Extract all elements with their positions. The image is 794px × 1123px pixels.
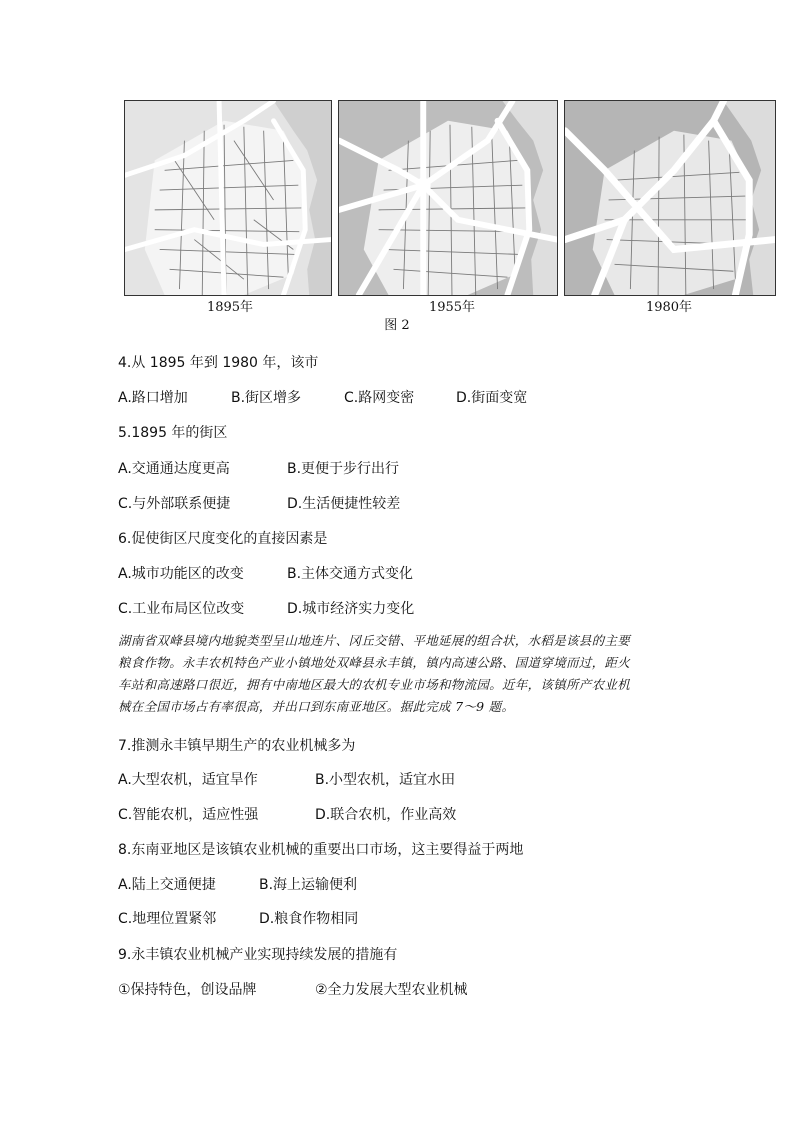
question-4-option-a: A.路口增加 <box>118 390 188 406</box>
question-8-option-d: D.粮食作物相同 <box>259 911 359 927</box>
question-8-option-c: C.地理位置紧邻 <box>118 911 217 927</box>
question-5-option-d: D.生活便捷性较差 <box>287 496 401 512</box>
question-5-option-a: A.交通通达度更高 <box>118 461 230 477</box>
question-7-option-a: A.大型农机，适宜旱作 <box>118 772 258 788</box>
reading-passage <box>118 630 678 718</box>
question-9-stem: 9.永丰镇农业机械产业实现持续发展的措施有 <box>118 947 398 963</box>
map-year-label-1980: 1980年 <box>645 300 693 315</box>
question-6-option-a: A.城市功能区的改变 <box>118 566 244 582</box>
question-5-option-c: C.与外部联系便捷 <box>118 496 231 512</box>
question-4-option-b: B.街区增多 <box>231 390 302 406</box>
figure-caption: 图 2 <box>384 318 410 333</box>
street-map-1895-icon <box>125 101 331 295</box>
street-map-1980 <box>564 100 776 296</box>
street-map-1955 <box>338 100 558 296</box>
passage-line: 械在全国市场占有率很高，并出口到东南亚地区。据此完成 7～9 题。 <box>118 699 515 714</box>
street-map-1955-icon <box>339 101 557 295</box>
street-map-1980-icon <box>565 101 775 295</box>
street-map-1895 <box>124 100 332 296</box>
question-7-stem: 7.推测永丰镇早期生产的农业机械多为 <box>118 738 356 754</box>
question-4-stem: 4.从 1895 年到 1980 年，该市 <box>118 355 319 371</box>
question-6-option-b: B.主体交通方式变化 <box>287 566 414 582</box>
question-8-stem: 8.东南亚地区是该镇农业机械的重要出口市场，这主要得益于两地 <box>118 842 524 858</box>
street-map-figure <box>124 100 776 296</box>
question-7-option-b: B.小型农机，适宜水田 <box>315 772 456 788</box>
question-4-option-c: C.路网变密 <box>344 390 415 406</box>
question-6-stem: 6.促使街区尺度变化的直接因素是 <box>118 531 328 547</box>
question-7-option-d: D.联合农机，作业高效 <box>315 807 457 823</box>
question-8-option-b: B.海上运输便利 <box>259 877 358 893</box>
question-6-option-d: D.城市经济实力变化 <box>287 601 415 617</box>
passage-line: 粮食作物。永丰农机特色产业小镇地处双峰县永丰镇，镇内高速公路、国道穿境而过，距火 <box>118 655 631 670</box>
question-7-option-c: C.智能农机，适应性强 <box>118 807 259 823</box>
question-9-item-2: ②全力发展大型农业机械 <box>315 982 468 998</box>
question-8-option-a: A.陆上交通便捷 <box>118 877 216 893</box>
passage-line: 车站和高速路口很近，拥有中南地区最大的农机专业市场和物流园。近年，该镇所产农业机 <box>118 677 631 692</box>
question-5-option-b: B.更便于步行出行 <box>287 461 400 477</box>
map-year-label-1895: 1895年 <box>206 300 254 315</box>
question-4-option-d: D.街面变宽 <box>456 390 528 406</box>
question-6-option-c: C.工业布局区位改变 <box>118 601 245 617</box>
passage-line: 湖南省双峰县境内地貌类型呈山地连片、冈丘交错、平地延展的组合状，水稻是该县的主要 <box>118 633 631 648</box>
question-5-stem: 5.1895 年的街区 <box>118 425 228 441</box>
question-9-item-1: ①保持特色，创设品牌 <box>118 982 257 998</box>
map-year-label-1955: 1955年 <box>428 300 476 315</box>
